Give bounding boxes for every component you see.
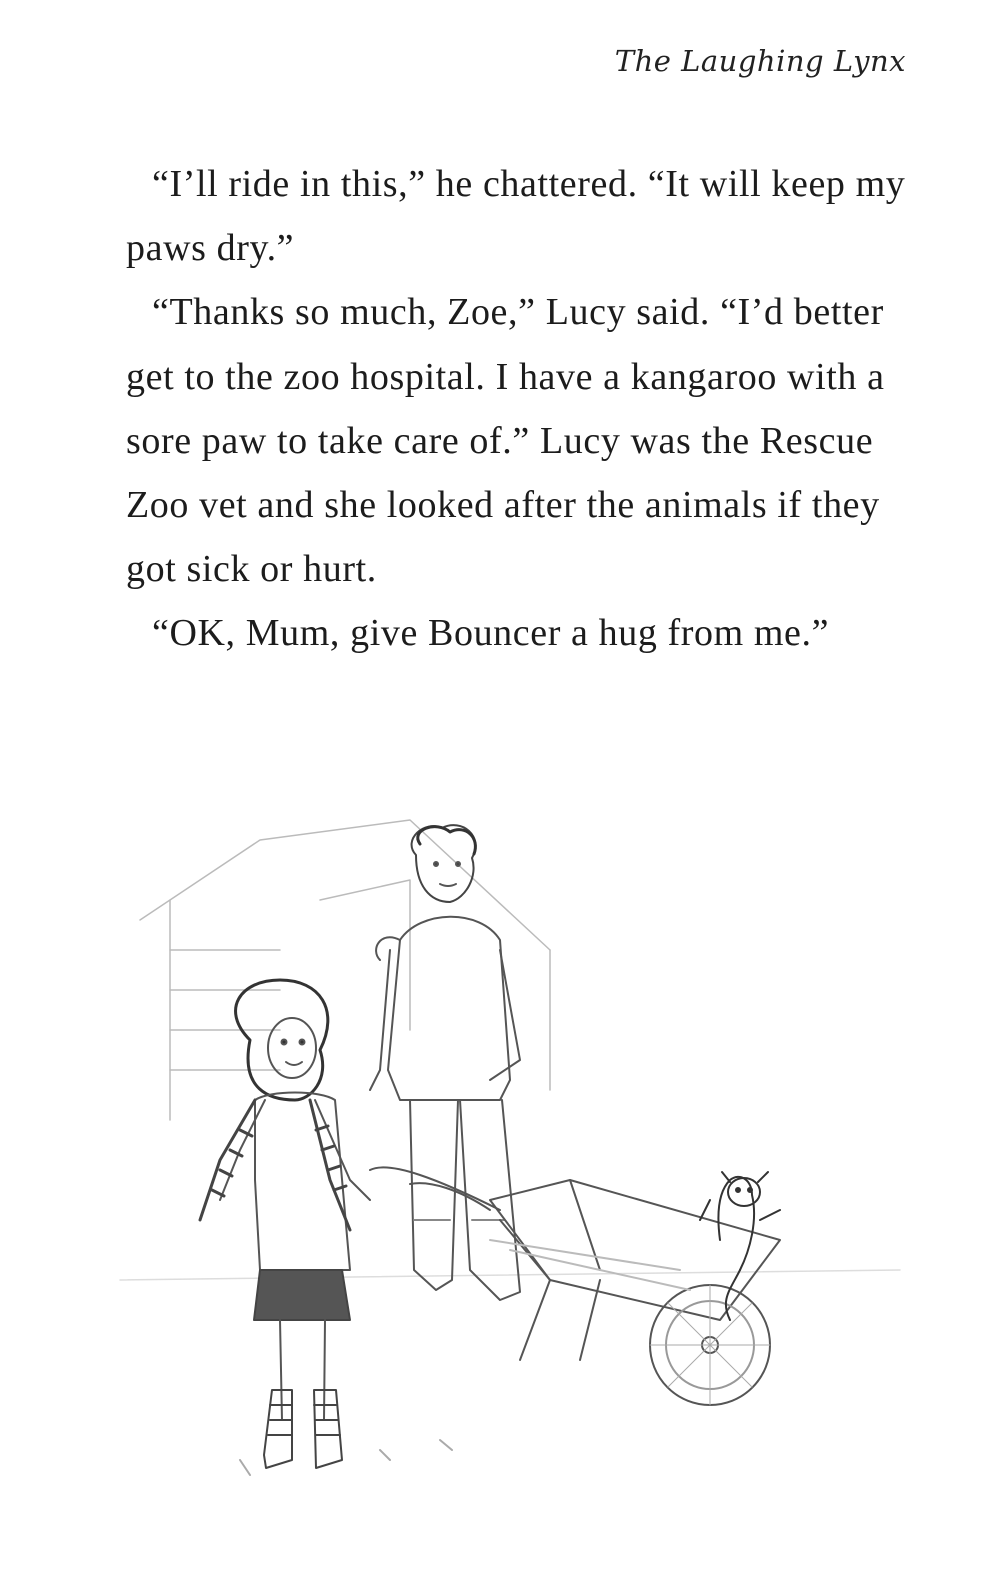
paragraph: “Thanks so much, Zoe,” Lucy said. “I’d better get to the zoo hospital. I have a kangaroo with a sore paw to take care of.” Lucy was the Rescue Zoo vet and she looked after the animals if they got sick or hurt. [126,291,885,591]
zoe-figure [200,980,370,1468]
striped-boots [264,1390,342,1468]
paragraph: “OK, Mum, give Bouncer a hug from me.” [152,612,830,655]
illustration-zoe-lucy-wheelbarrow [80,800,960,1500]
striped-scarf [200,1100,350,1230]
meerkat [700,1172,780,1320]
paragraph: “I’ll ride in this,” he chattered. “It will keep my paws dry.” [126,163,906,270]
shed [120,820,900,1280]
running-head: The Laughing Lynx [614,44,906,78]
body-text [126,152,926,666]
lucy-figure [370,825,520,1300]
